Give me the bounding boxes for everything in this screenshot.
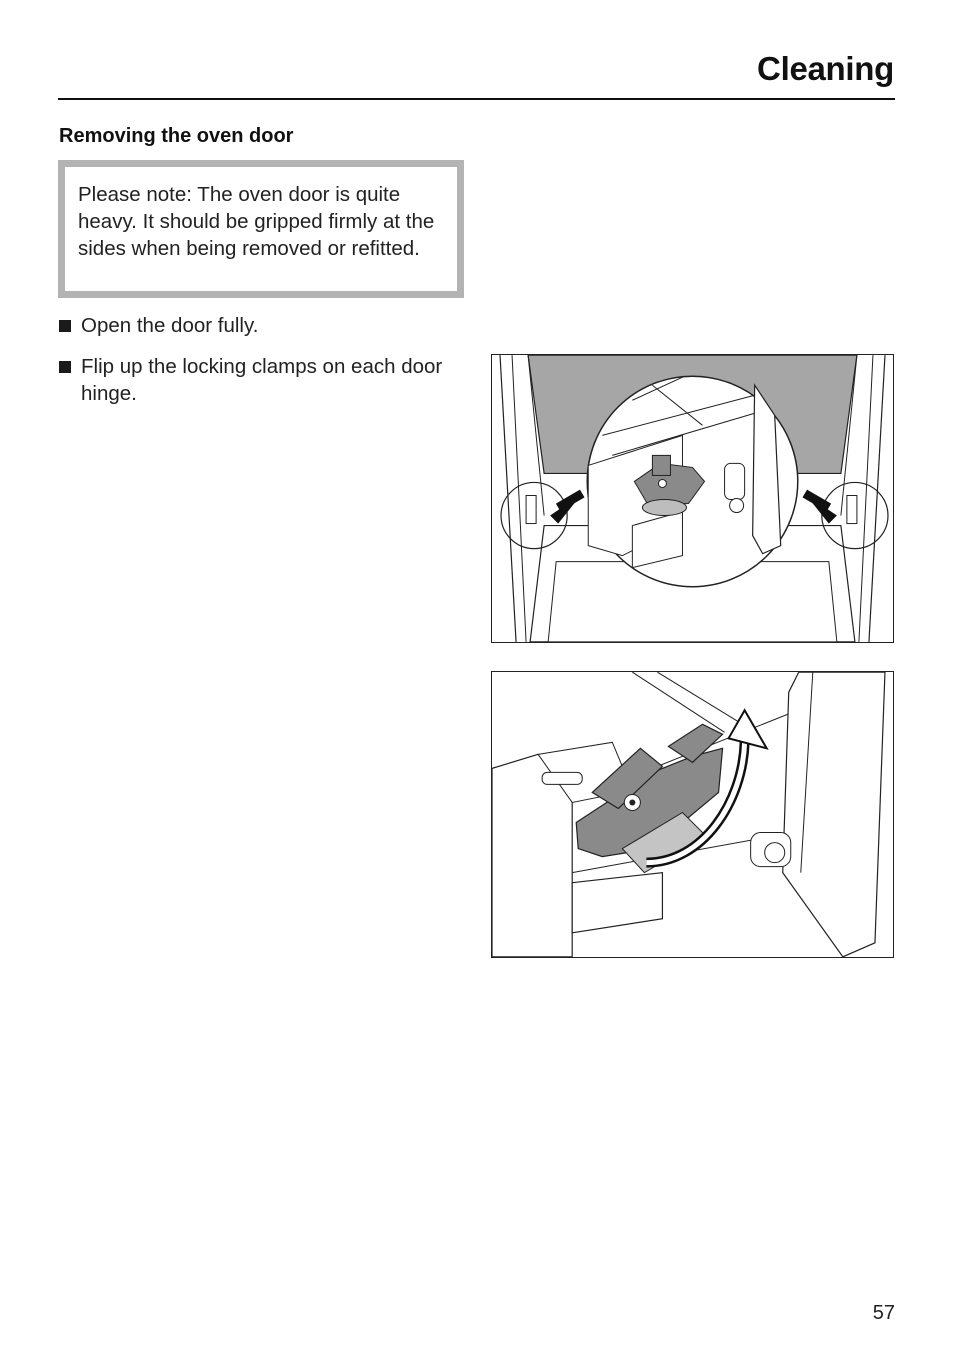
instruction-step-text: Open the door fully. [81,314,259,337]
instruction-step-text: Flip up the locking clamps on each door hinge. [81,355,443,405]
warning-note-text: Please note: The oven door is quite heavy. It should be gripped firmly at the sides when being removed or refitted. [78,183,435,260]
locking-clamp-closeup-illustration [491,671,894,958]
oven-hinge-drawing [492,355,893,642]
warning-note-box [58,160,464,298]
section-heading: Removing the oven door [59,125,294,147]
page-title: Cleaning [757,50,894,87]
instruction-list [58,312,468,421]
instruction-step [58,312,468,339]
square-bullet-icon [59,320,71,332]
header-divider [58,98,895,100]
page-number: 57 [872,1302,895,1324]
locking-clamp-drawing [492,672,893,957]
square-bullet-icon [59,361,71,373]
oven-hinge-illustration [491,354,894,643]
instruction-step [58,353,468,407]
